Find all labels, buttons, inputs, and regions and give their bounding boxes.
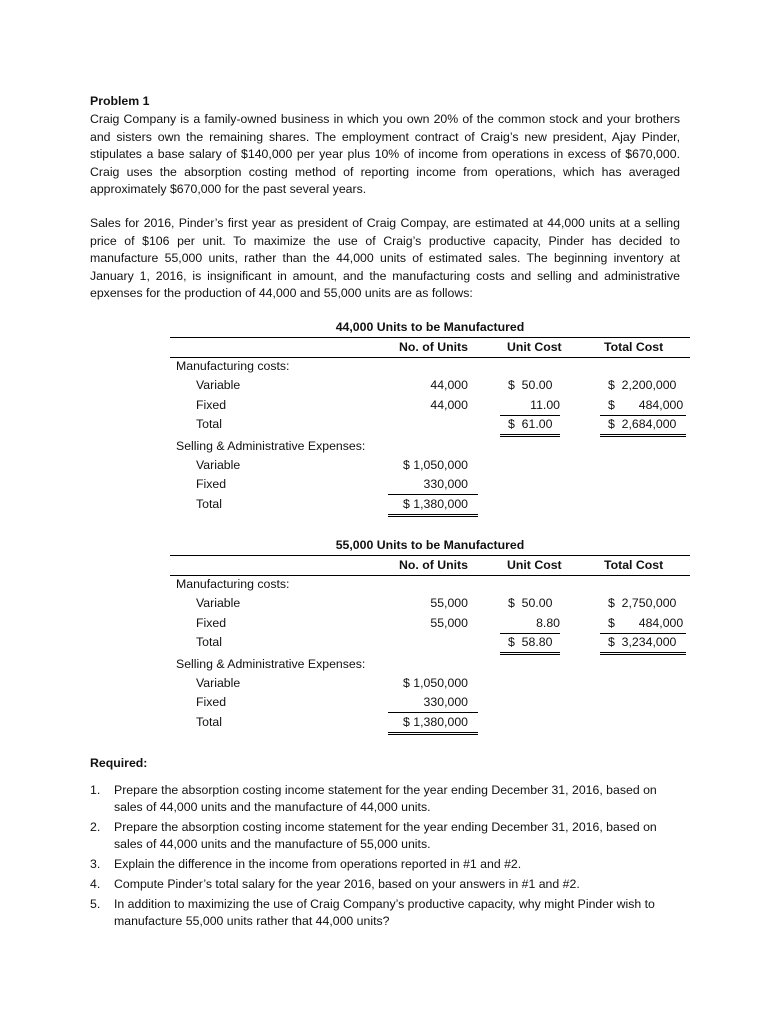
total-unit-cost: $ 58.80: [508, 635, 553, 649]
variable-unit-cost: $ 50.00: [508, 596, 553, 610]
list-item: [90, 856, 680, 873]
required-heading: Required:: [90, 756, 148, 770]
subtotal-rule: [500, 633, 560, 634]
item-number: 5.: [90, 897, 101, 911]
total-total-cost: $ 3,234,000: [608, 635, 677, 649]
cost-table-44000: [170, 320, 690, 520]
total-unit-cost: $ 61.00: [508, 417, 553, 431]
list-item: [90, 876, 680, 893]
fixed-units: 55,000: [430, 616, 468, 630]
sga-variable: $ 1,050,000: [403, 676, 468, 690]
subtotal-rule: [388, 712, 478, 713]
table-title: 55,000 Units to be Manufactured: [335, 538, 525, 552]
label-variable: Variable: [196, 596, 241, 610]
label-variable: Variable: [196, 378, 241, 392]
label-sga-total: Total: [196, 497, 222, 511]
header-total-cost: Total Cost: [604, 558, 664, 572]
header-units: No. of Units: [399, 558, 468, 572]
total-double-rule: [600, 434, 686, 437]
label-sga: Selling & Administrative Expenses:: [176, 657, 366, 671]
label-sga-variable: Variable: [196, 458, 241, 472]
label-sga-fixed: Fixed: [196, 477, 227, 491]
variable-units: 55,000: [430, 596, 468, 610]
subtotal-rule: [600, 415, 686, 416]
header-unit-cost: Unit Cost: [507, 340, 562, 354]
label-manufacturing-costs: Manufacturing costs:: [176, 577, 290, 591]
variable-total-cost: $ 2,200,000: [608, 378, 677, 392]
total-double-rule: [600, 652, 686, 655]
subtotal-rule: [500, 415, 560, 416]
subtotal-rule: [600, 633, 686, 634]
item-number: 4.: [90, 877, 101, 891]
label-sga-variable: Variable: [196, 676, 241, 690]
label-total: Total: [196, 417, 222, 431]
item-text: Prepare the absorption costing income statement for the year ending December 31, 2016, based on sales of 44,000 units and the manufacture of 55,000 units.: [114, 820, 657, 851]
item-text: In addition to maximizing the use of Craig Company’s productive capacity, why might Pinder wish to manufacture 55,000 units rather that 44,000 units?: [114, 897, 655, 928]
header-unit-cost: Unit Cost: [507, 558, 562, 572]
table-title: 44,000 Units to be Manufactured: [335, 320, 525, 334]
total-total-cost: $ 2,684,000: [608, 417, 677, 431]
header-rule: [170, 575, 690, 576]
header-rule: [170, 555, 690, 556]
sga-fixed: 330,000: [423, 477, 468, 491]
item-text: Compute Pinder’s total salary for the year 2016, based on your answers in #1 and #2.: [114, 877, 580, 891]
fixed-total-cost: $ 484,000: [608, 616, 684, 630]
item-text: Explain the difference in the income from operations reported in #1 and #2.: [114, 857, 522, 871]
item-number: 2.: [90, 820, 101, 834]
label-fixed: Fixed: [196, 398, 227, 412]
label-total: Total: [196, 635, 222, 649]
intro-paragraph: Craig Company is a family-owned business in which you own 20% of the common stock and your brothers and sisters own the remaining shares. The employment contract of Craig’s new president, Ajay Pinder, stipulates a base salary of $140,000 per year plus 10% of income from operations in excess of $670,000. Craig uses the absorption costing method of reporting income from operations, which has averaged approximately $670,000 for the past several years.: [90, 112, 680, 197]
label-sga: Selling & Administrative Expenses:: [176, 439, 366, 453]
fixed-total-cost: $ 484,000: [608, 398, 684, 412]
label-fixed: Fixed: [196, 616, 227, 630]
sales-paragraph: Sales for 2016, Pinder’s first year as president of Craig Compay, are estimated at 44,000 units at a selling price of $106 per unit. To maximize the use of Craig’s productive capacity, Pinder has decided to manufacture 55,000 units, rather than the 44,000 units of estimated sales. The beginning inventory at January 1, 2016, is insignificant in amount, and the manufacturing costs and selling and administrative epxenses for the production of 44,000 and 55,000 units are as follows:: [90, 216, 680, 301]
required-list: [90, 782, 680, 933]
sga-total: $ 1,380,000: [403, 715, 468, 729]
total-double-rule: [388, 514, 478, 517]
fixed-unit-cost: 8.80: [536, 616, 560, 630]
fixed-unit-cost: 11.00: [530, 398, 560, 412]
total-double-rule: [500, 434, 560, 437]
item-number: 1.: [90, 783, 101, 797]
header-rule: [170, 357, 690, 358]
label-sga-total: Total: [196, 715, 222, 729]
header-total-cost: Total Cost: [604, 340, 664, 354]
total-double-rule: [500, 652, 560, 655]
sga-variable: $ 1,050,000: [403, 458, 468, 472]
variable-unit-cost: $ 50.00: [508, 378, 553, 392]
fixed-units: 44,000: [430, 398, 468, 412]
sga-fixed: 330,000: [423, 695, 468, 709]
label-sga-fixed: Fixed: [196, 695, 227, 709]
problem-title: Problem 1: [90, 94, 150, 108]
item-text: Prepare the absorption costing income statement for the year ending December 31, 2016, based on sales of 44,000 units and the manufacture of 44,000 units.: [114, 783, 657, 814]
cost-table-55000: [170, 538, 690, 738]
list-item: [90, 896, 680, 930]
variable-units: 44,000: [430, 378, 468, 392]
header-rule: [170, 337, 690, 338]
total-double-rule: [388, 732, 478, 735]
item-number: 3.: [90, 857, 101, 871]
subtotal-rule: [388, 494, 478, 495]
sga-total: $ 1,380,000: [403, 497, 468, 511]
header-units: No. of Units: [399, 340, 468, 354]
list-item: [90, 782, 680, 816]
list-item: [90, 819, 680, 853]
label-manufacturing-costs: Manufacturing costs:: [176, 359, 290, 373]
variable-total-cost: $ 2,750,000: [608, 596, 677, 610]
